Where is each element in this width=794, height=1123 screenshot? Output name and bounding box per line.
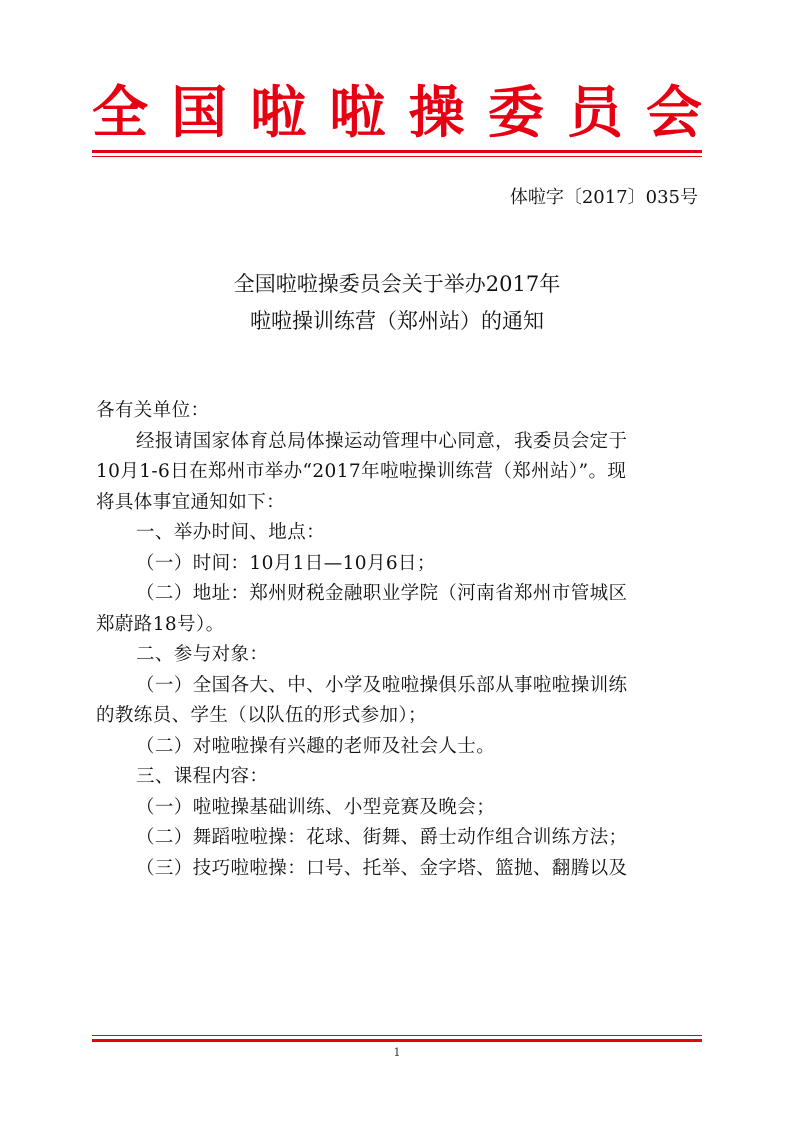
footer-divider-thick	[92, 1039, 702, 1042]
document-title	[92, 266, 702, 340]
salutation: 各有关单位：	[96, 400, 210, 421]
masthead-char: 操	[408, 80, 465, 146]
title-line: 啦啦操训练营（郑州站）的通知	[250, 309, 544, 333]
masthead-char: 全	[92, 80, 148, 146]
document-body	[96, 396, 702, 884]
list-item-continuation: 的教练员、学生（以队伍的形式参加）；	[96, 705, 427, 726]
masthead-char: 员	[566, 80, 623, 146]
intro-line: 经报请国家体育总局体操运动管理中心同意，我委员会定于	[136, 430, 628, 452]
section-heading: 一、举办时间、地点：	[136, 522, 326, 543]
page-number: 1	[393, 1046, 401, 1059]
header-divider-thick	[92, 150, 702, 153]
masthead-char: 会	[645, 80, 702, 146]
list-item: （一）时间：10月1日—10月6日；	[136, 552, 436, 574]
list-item: （二）对啦啦操有兴趣的老师及社会人士。	[136, 735, 496, 757]
list-item: （一）全国各大、中、小学及啦啦操俱乐部从事啦啦操训练	[136, 674, 628, 696]
masthead-char: 啦	[250, 80, 307, 146]
masthead-char: 啦	[329, 80, 386, 146]
intro-line: 将具体事宜通知如下：	[96, 491, 286, 513]
section-heading: 二、参与对象：	[136, 644, 269, 665]
header-divider-thin	[92, 156, 702, 157]
intro-line: 10月1-6日在郑州市举办“2017年啦啦操训练营（郑州站）”。现	[96, 461, 627, 482]
section-heading: 三、课程内容：	[136, 766, 269, 787]
title-line: 全国啦啦操委员会关于举办2017年	[233, 272, 561, 296]
masthead-char: 国	[171, 80, 228, 146]
document-number: 体啦字〔2017〕035号	[509, 187, 698, 208]
list-item: （二）舞蹈啦啦操：花球、街舞、爵士动作组合训练方法；	[136, 827, 628, 848]
footer-divider-thin	[92, 1035, 702, 1036]
list-item-continuation: 郑蔚路18号）。	[96, 613, 225, 635]
list-item: （三）技巧啦啦操：口号、托举、金字塔、篮抛、翻腾以及	[136, 857, 628, 879]
list-item: （一）啦啦操基础训练、小型竞赛及晚会；	[136, 796, 496, 818]
organization-masthead	[92, 80, 702, 146]
masthead-char: 委	[487, 80, 544, 146]
list-item: （二）地址：郑州财税金融职业学院（河南省郑州市管城区	[136, 583, 628, 604]
